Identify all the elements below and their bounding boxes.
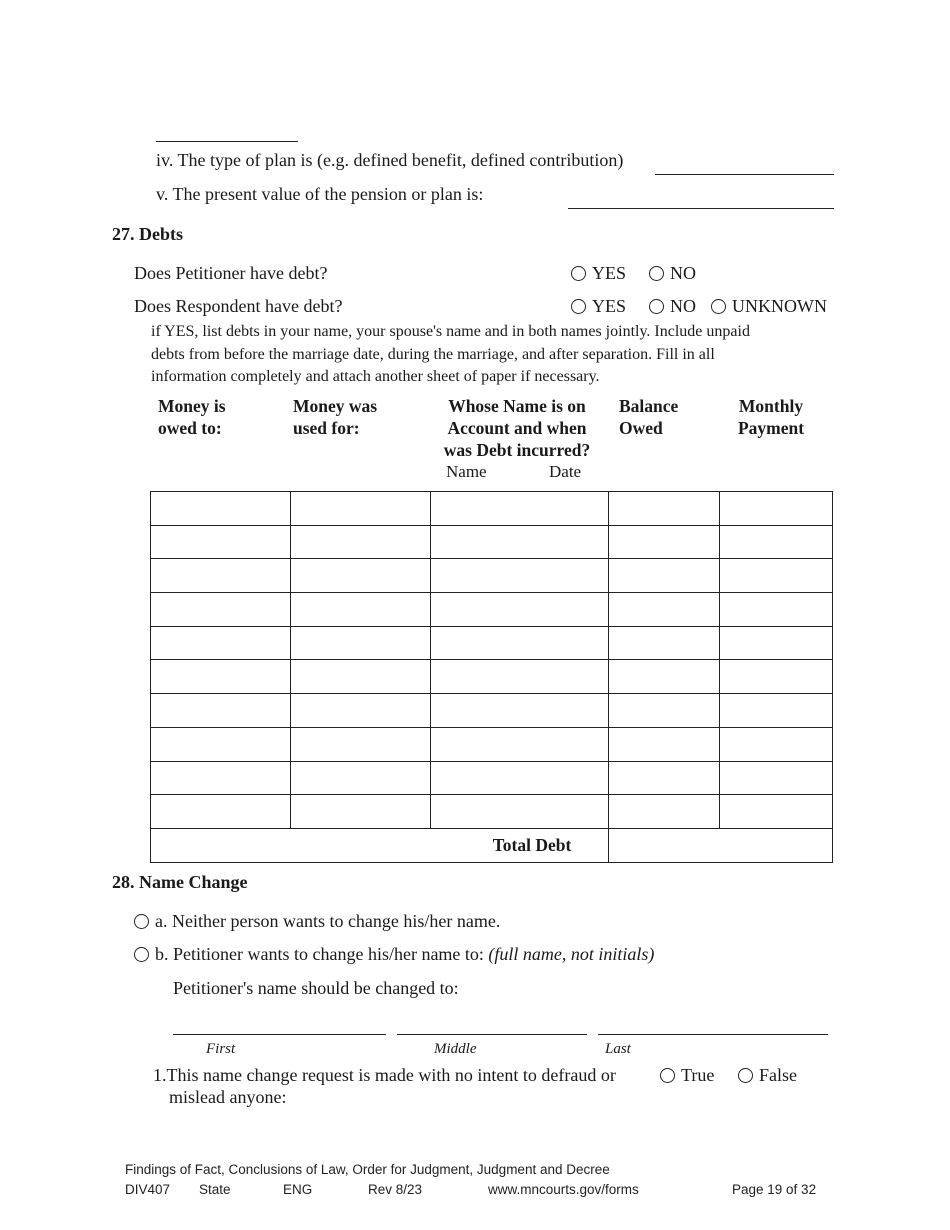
previous-answer-line[interactable] [156, 141, 298, 142]
owed-to-cell[interactable] [151, 626, 291, 660]
footer-page: Page 19 of 32 [732, 1182, 817, 1197]
radio-icon [571, 266, 586, 281]
name-change-option-b[interactable]: b. Petitioner wants to change his/her name to: (full name, not initials) [134, 944, 654, 965]
debt-instructions-line-1: if YES, list debts in your name, your spouse's name and in both names jointly. Include unpaid [151, 323, 750, 340]
col-header-balance: Balance Owed [619, 396, 679, 438]
footer-url[interactable]: www.mncourts.gov/forms [488, 1182, 639, 1197]
radio-icon [649, 299, 664, 314]
name-change-section-title: 28. Name Change [112, 872, 248, 892]
balance-owed-cell[interactable] [609, 492, 720, 526]
used-for-cell[interactable] [290, 660, 430, 694]
col-subheader-date: Date [549, 462, 582, 481]
col-header-owed-to: Money is owed to: [158, 396, 226, 438]
debt-row [151, 694, 833, 728]
no-intent-false[interactable]: False [738, 1065, 797, 1086]
balance-owed-cell[interactable] [609, 727, 720, 761]
owed-to-cell[interactable] [151, 525, 291, 559]
owed-to-cell[interactable] [151, 761, 291, 795]
balance-owed-cell[interactable] [609, 795, 720, 829]
plan-type-label: iv. The type of plan is (e.g. defined benefit, defined contribution) [156, 150, 624, 170]
balance-owed-cell[interactable] [609, 559, 720, 593]
footer-state: State [199, 1182, 231, 1197]
respondent-debt-no[interactable]: NO [649, 296, 696, 317]
plan-type-field[interactable] [655, 174, 834, 175]
balance-owed-cell[interactable] [609, 761, 720, 795]
first-caption: First [206, 1041, 236, 1057]
petitioner-debt-question: Does Petitioner have debt? [134, 263, 328, 283]
debt-row [151, 660, 833, 694]
whose-name-cell[interactable] [430, 727, 609, 761]
radio-icon [660, 1068, 675, 1083]
footer-form-id: DIV407 [125, 1182, 171, 1197]
used-for-cell[interactable] [290, 727, 430, 761]
col-header-used-for: Money was used for: [293, 396, 378, 438]
col-header-whose-name: Whose Name is on Account and when was Debt incurred? [443, 396, 591, 460]
balance-owed-cell[interactable] [609, 593, 720, 627]
footer-title: Findings of Fact, Conclusions of Law, Order for Judgment, Judgment and Decree [125, 1162, 610, 1177]
last-caption: Last [605, 1041, 631, 1057]
owed-to-cell[interactable] [151, 492, 291, 526]
footer-rev: Rev 8/23 [368, 1182, 423, 1197]
owed-to-cell[interactable] [151, 795, 291, 829]
monthly-payment-cell[interactable] [720, 660, 833, 694]
radio-icon [711, 299, 726, 314]
monthly-payment-cell[interactable] [720, 626, 833, 660]
total-debt-label: Total Debt [151, 828, 609, 862]
radio-icon [134, 914, 149, 929]
balance-owed-cell[interactable] [609, 694, 720, 728]
changed-to-label: Petitioner's name should be changed to: [173, 978, 459, 998]
monthly-payment-cell[interactable] [720, 492, 833, 526]
total-debt-row [151, 828, 833, 862]
used-for-cell[interactable] [290, 559, 430, 593]
debt-instructions-line-3: information completely and attach another sheet of paper if necessary. [151, 368, 600, 385]
owed-to-cell[interactable] [151, 660, 291, 694]
respondent-debt-question: Does Respondent have debt? [134, 296, 343, 316]
respondent-debt-unknown[interactable]: UNKNOWN [711, 296, 827, 317]
debt-row [151, 727, 833, 761]
owed-to-cell[interactable] [151, 694, 291, 728]
debts-table [150, 491, 833, 863]
footer-lang: ENG [283, 1182, 313, 1197]
option-b-note: (full name, not initials) [488, 944, 655, 964]
name-change-option-a[interactable]: a. Neither person wants to change his/her name. [134, 911, 500, 932]
used-for-cell[interactable] [290, 694, 430, 728]
petitioner-debt-no[interactable]: NO [649, 263, 696, 284]
whose-name-cell[interactable] [430, 694, 609, 728]
debt-row [151, 626, 833, 660]
monthly-payment-cell[interactable] [720, 727, 833, 761]
monthly-payment-cell[interactable] [720, 559, 833, 593]
whose-name-cell[interactable] [430, 559, 609, 593]
monthly-payment-cell[interactable] [720, 761, 833, 795]
whose-name-cell[interactable] [430, 626, 609, 660]
owed-to-cell[interactable] [151, 727, 291, 761]
used-for-cell[interactable] [290, 492, 430, 526]
owed-to-cell[interactable] [151, 559, 291, 593]
present-value-label: v. The present value of the pension or plan is: [156, 184, 484, 204]
monthly-payment-cell[interactable] [720, 795, 833, 829]
radio-icon [738, 1068, 753, 1083]
debt-instructions-line-2: debts from before the marriage date, during the marriage, and after separation. Fill in all [151, 346, 715, 363]
first-name-field[interactable] [173, 1034, 386, 1035]
col-header-monthly: Monthly Payment [737, 396, 805, 438]
middle-caption: Middle [434, 1041, 477, 1057]
debt-row [151, 525, 833, 559]
used-for-cell[interactable] [290, 626, 430, 660]
debt-row [151, 559, 833, 593]
whose-name-cell[interactable] [430, 593, 609, 627]
used-for-cell[interactable] [290, 525, 430, 559]
owed-to-cell[interactable] [151, 593, 291, 627]
monthly-payment-cell[interactable] [720, 525, 833, 559]
radio-icon [571, 299, 586, 314]
used-for-cell[interactable] [290, 761, 430, 795]
no-intent-statement-line-1: 1.This name change request is made with no intent to defraud or [153, 1065, 616, 1085]
total-debt-cell[interactable] [609, 828, 833, 862]
radio-icon [649, 266, 664, 281]
whose-name-cell[interactable] [430, 660, 609, 694]
no-intent-true[interactable]: True [660, 1065, 714, 1086]
monthly-payment-cell[interactable] [720, 593, 833, 627]
debt-row [151, 593, 833, 627]
used-for-cell[interactable] [290, 593, 430, 627]
whose-name-cell[interactable] [430, 761, 609, 795]
balance-owed-cell[interactable] [609, 660, 720, 694]
present-value-field[interactable] [568, 208, 834, 209]
last-name-field[interactable] [598, 1034, 828, 1035]
whose-name-cell[interactable] [430, 795, 609, 829]
debts-section-title: 27. Debts [112, 224, 183, 244]
petitioner-debt-yes[interactable]: YES [571, 263, 626, 284]
balance-owed-cell[interactable] [609, 626, 720, 660]
col-subheader-name: Name [446, 462, 487, 481]
debt-row [151, 795, 833, 829]
monthly-payment-cell[interactable] [720, 694, 833, 728]
debt-row [151, 761, 833, 795]
radio-icon [134, 947, 149, 962]
whose-name-cell[interactable] [430, 525, 609, 559]
used-for-cell[interactable] [290, 795, 430, 829]
no-intent-statement-line-2: mislead anyone: [169, 1087, 287, 1107]
debt-row [151, 492, 833, 526]
middle-name-field[interactable] [397, 1034, 587, 1035]
respondent-debt-yes[interactable]: YES [571, 296, 626, 317]
balance-owed-cell[interactable] [609, 525, 720, 559]
whose-name-cell[interactable] [430, 492, 609, 526]
